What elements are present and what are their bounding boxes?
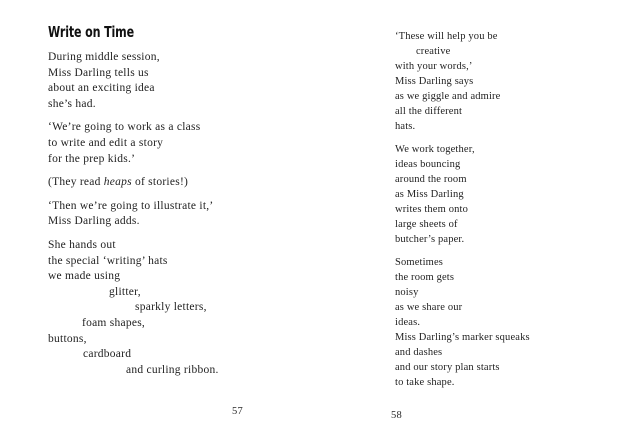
- poem-line: [395, 142, 615, 157]
- poem-line: [48, 238, 328, 254]
- stanza: [48, 50, 328, 112]
- poem-line: [395, 300, 615, 315]
- page-number-right: 58: [391, 410, 403, 421]
- line-text: ideas.: [395, 317, 421, 328]
- line-text: large sheets of: [395, 219, 458, 230]
- line-text: foam shapes,: [82, 316, 146, 329]
- page-right: [395, 29, 615, 398]
- line-text: glitter,: [109, 285, 141, 298]
- poem-line: [48, 254, 328, 270]
- poem-right: [395, 29, 615, 390]
- line-text: ‘Then we’re going to illustrate it,’: [48, 199, 214, 212]
- poem-line: [48, 316, 328, 332]
- line-text: noisy: [395, 287, 419, 298]
- line-text: to take shape.: [395, 377, 455, 388]
- poem-line: [395, 255, 615, 270]
- line-text: ‘These will help you be: [395, 31, 498, 42]
- line-text: and our story plan starts: [395, 362, 500, 373]
- poem-line: [48, 50, 328, 66]
- line-text: Miss Darling’s marker squeaks: [395, 332, 530, 343]
- line-text: and dashes: [395, 347, 443, 358]
- poem-line: [48, 136, 328, 152]
- line-text: she’s had.: [48, 97, 96, 110]
- poem-line: [395, 360, 615, 375]
- stanza: [48, 175, 328, 191]
- line-text: ideas bouncing: [395, 159, 461, 170]
- poem-line: [395, 44, 615, 59]
- poem-line: [395, 104, 615, 119]
- line-text: of stories!): [131, 176, 189, 189]
- stanza: [48, 120, 328, 167]
- poem-line: [395, 157, 615, 172]
- poem-line: [48, 363, 328, 379]
- line-text: we made using: [48, 270, 121, 283]
- poem-line: [395, 285, 615, 300]
- page-left: [48, 24, 328, 386]
- line-text: Sometimes: [395, 257, 444, 268]
- poem-line: [395, 217, 615, 232]
- poem-line: [48, 300, 328, 316]
- line-text: We work together,: [395, 144, 475, 155]
- italic-word: heaps: [103, 176, 132, 189]
- stanza: [395, 142, 615, 247]
- line-text: around the room: [395, 174, 467, 185]
- poem-line: [48, 269, 328, 285]
- poem-line: [48, 120, 328, 136]
- line-text: buttons,: [48, 332, 87, 345]
- poem-line: [48, 66, 328, 82]
- line-text: During middle session,: [48, 51, 160, 63]
- line-text: Miss Darling tells us: [48, 66, 149, 79]
- line-text: ‘We’re going to work as a class: [48, 121, 201, 134]
- line-text: sparkly letters,: [135, 301, 207, 314]
- line-text: writes them onto: [395, 204, 468, 215]
- poem-line: [48, 175, 328, 191]
- poem-line: [395, 330, 615, 345]
- line-text: as we giggle and admire: [395, 91, 501, 102]
- line-text: to write and edit a story: [48, 136, 164, 149]
- poem-line: [395, 89, 615, 104]
- poem-line: [395, 172, 615, 187]
- poem-line: [48, 152, 328, 168]
- line-text: cardboard: [83, 348, 132, 361]
- line-text: Miss Darling adds.: [48, 215, 140, 228]
- poem-line: [48, 332, 328, 348]
- line-text: (They read: [48, 176, 104, 189]
- poem-line: [395, 270, 615, 285]
- poem-line: [395, 315, 615, 330]
- poem-left: [48, 50, 328, 378]
- poem-line: [48, 97, 328, 113]
- poem-line: [395, 345, 615, 360]
- poem-line: [48, 199, 328, 215]
- line-text: for the prep kids.’: [48, 152, 136, 165]
- poem-line: [395, 29, 615, 44]
- line-text: She hands out: [48, 238, 116, 251]
- stanza: [48, 238, 328, 378]
- line-text: about an exciting idea: [48, 82, 155, 95]
- poem-line: [48, 81, 328, 97]
- line-text: with your words,’: [395, 61, 473, 72]
- line-text: butcher’s paper.: [395, 234, 465, 245]
- poem-line: [395, 202, 615, 217]
- poem-line: [395, 59, 615, 74]
- stanza: [48, 199, 328, 230]
- line-text: as we share our: [395, 302, 463, 313]
- poem-line: [395, 74, 615, 89]
- poem-line: [48, 214, 328, 230]
- line-text: the room gets: [395, 272, 455, 283]
- line-text: the special ‘writing’ hats: [48, 254, 168, 267]
- poem-line: [395, 375, 615, 390]
- line-text: and curling ribbon.: [126, 363, 219, 376]
- stanza: [395, 255, 615, 390]
- poem-line: [395, 232, 615, 247]
- line-text: hats.: [395, 121, 416, 132]
- stanza: [395, 29, 615, 134]
- line-text: creative: [416, 46, 451, 57]
- line-text: as Miss Darling: [395, 189, 464, 200]
- line-text: all the different: [395, 106, 463, 117]
- line-text: Miss Darling says: [395, 76, 474, 87]
- poem-title: Write on Time: [48, 23, 134, 41]
- poem-line: [395, 119, 615, 134]
- page-number-left: 57: [232, 406, 244, 417]
- poem-line: [48, 285, 328, 301]
- poem-line: [48, 347, 328, 363]
- poem-line: [395, 187, 615, 202]
